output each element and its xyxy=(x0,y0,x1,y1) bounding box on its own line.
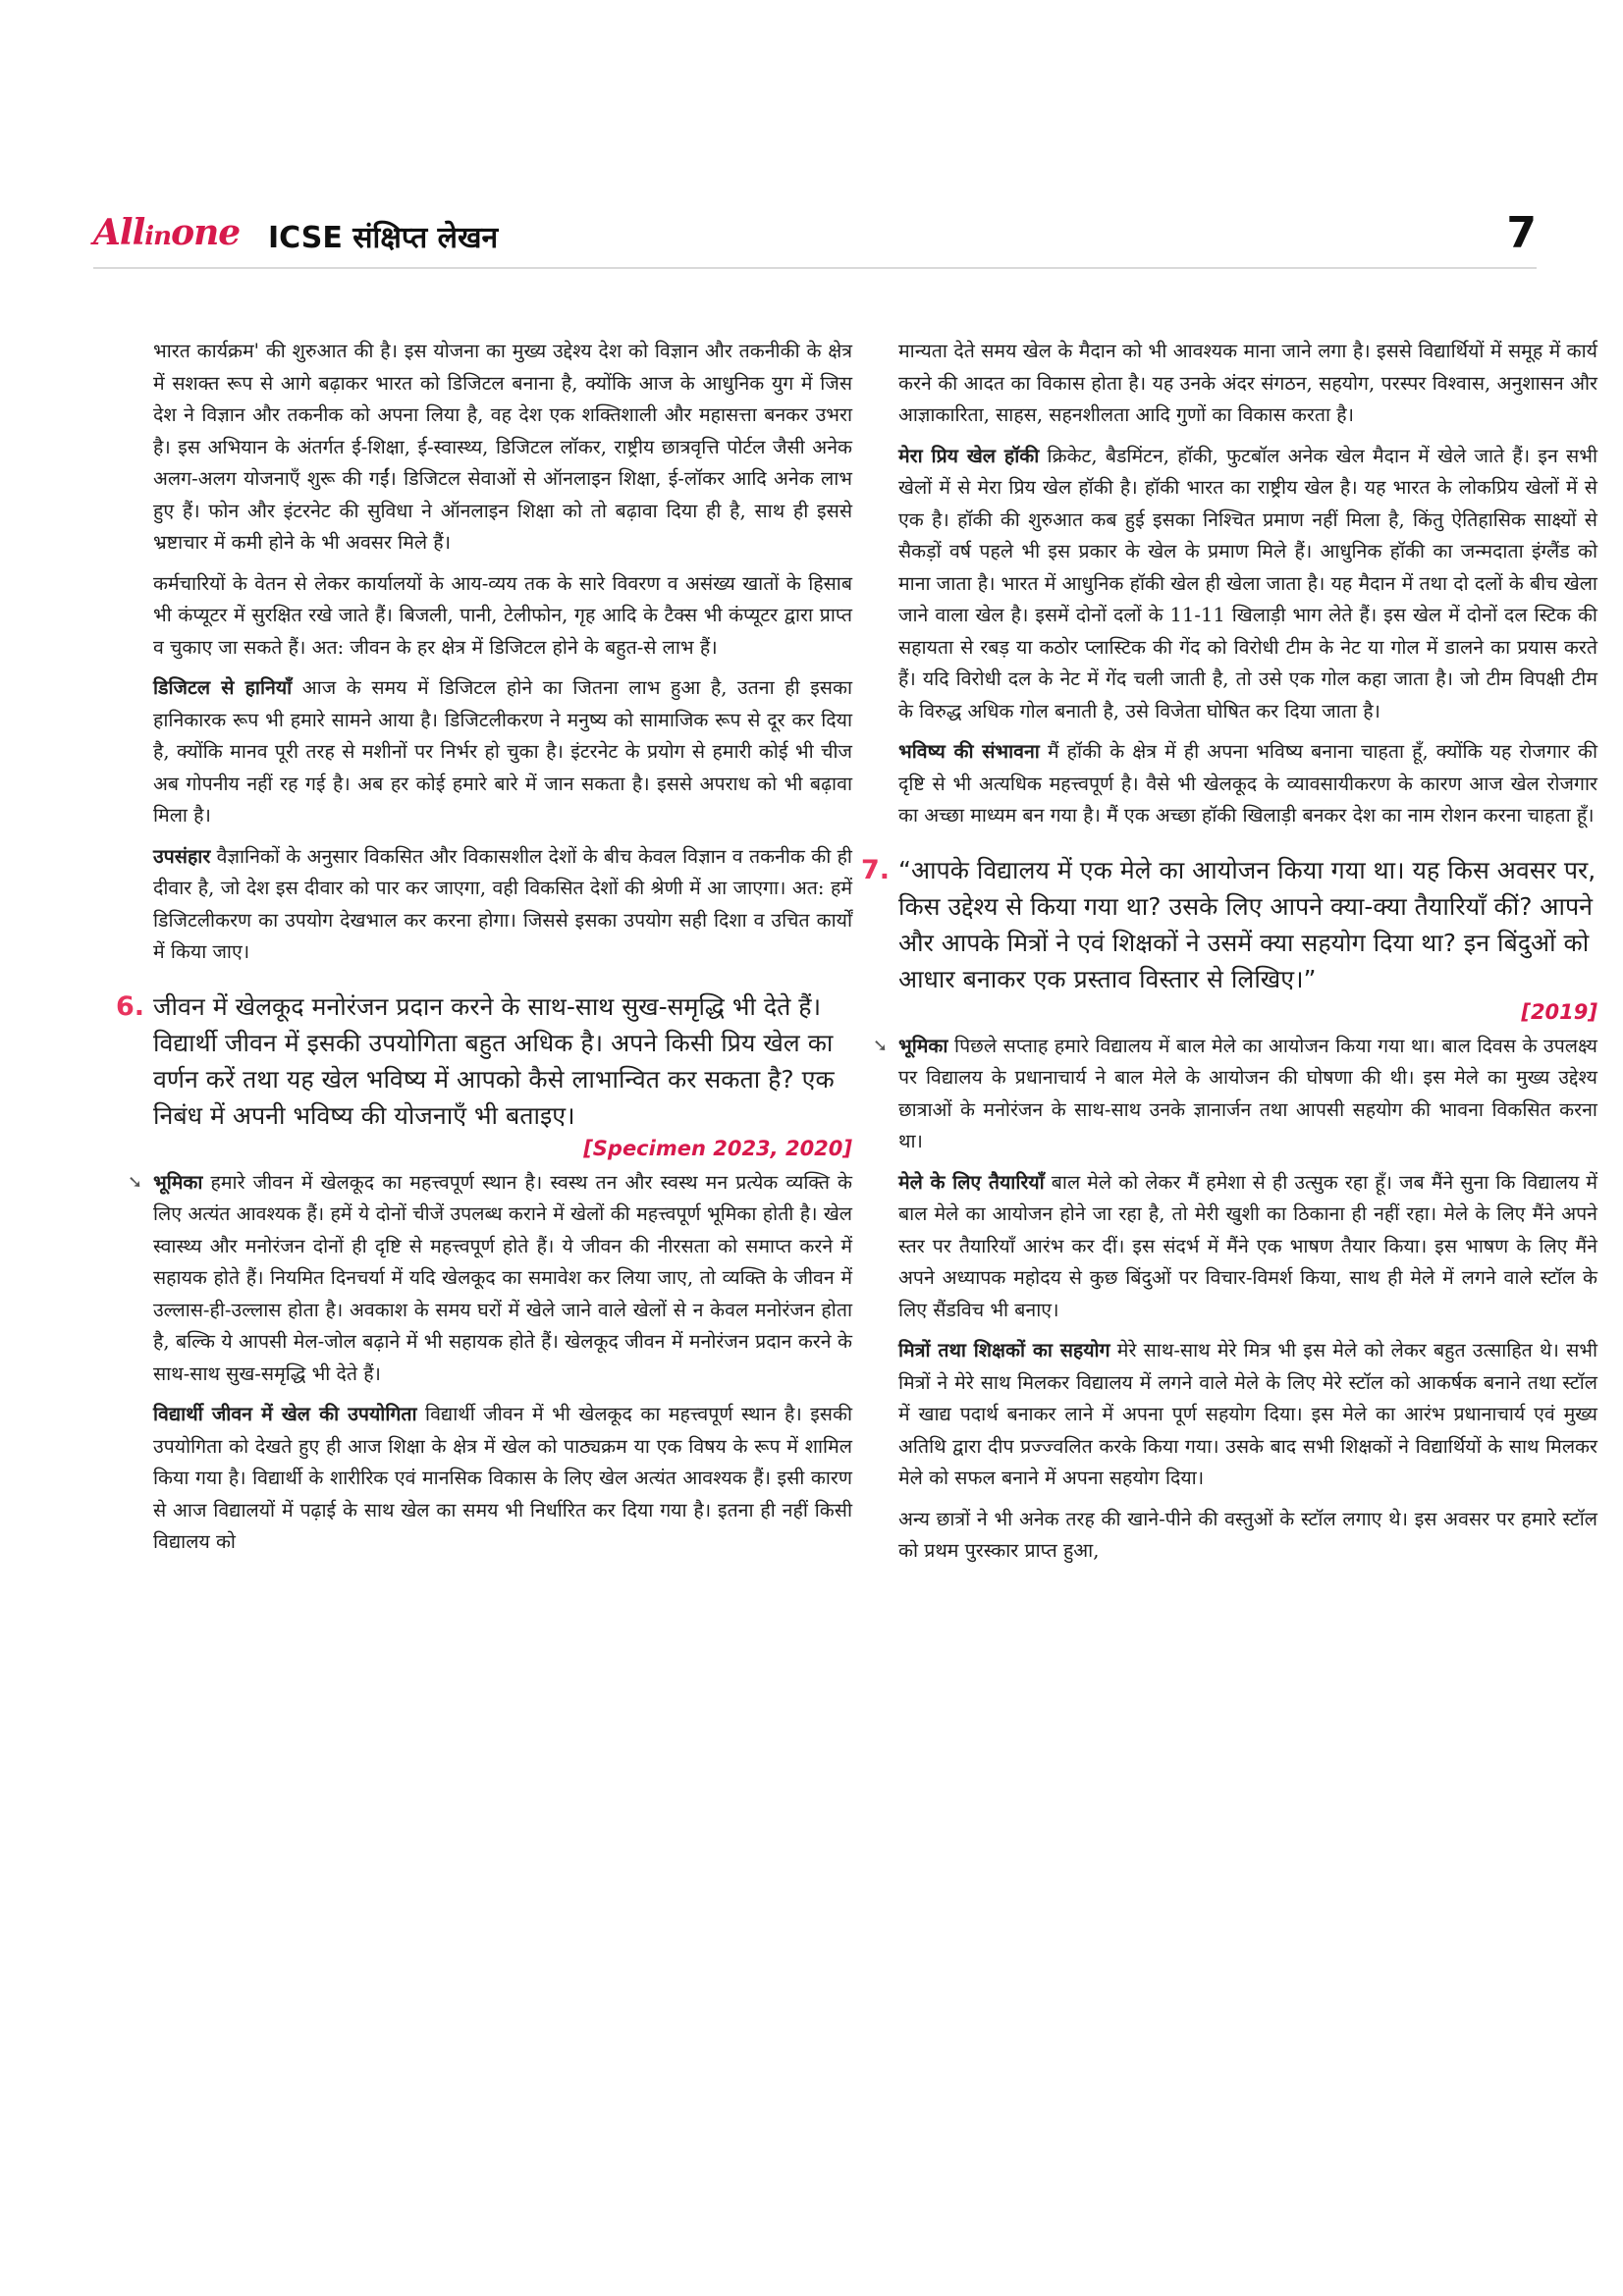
left-column xyxy=(116,336,852,1568)
paragraph-heading: मेरा प्रिय खेल हॉकी xyxy=(898,444,1040,467)
answer xyxy=(873,1031,1598,1568)
paragraph-heading: मित्रों तथा शिक्षकों का सहयोग xyxy=(898,1339,1110,1362)
paragraph-heading: भविष्य की संभावना xyxy=(898,740,1040,763)
paragraph: भारत कार्यक्रम' की शुरुआत की है। इस योजना का मुख्य उद्देश्य देश को विज्ञान और तकनीकी के क्षेत्र में सशक्त रूप से आगे बढ़ाकर भारत को डिजिटल बनाना है, क्योंकि आज के आधुनिक युग में जिस देश ने विज्ञान और तकनीक को अपना लिया है, वह देश एक शक्तिशाली और महासत्ता बनकर उभरा है। इस अभियान के अंतर्गत ई-शिक्षा, ई-स्वास्थ्य, डिजिटल लॉकर, राष्ट्रीय छात्रवृत्ति पोर्टल जैसी अनेक अलग-अलग योजनाएँ शुरू की गईं। डिजिटल सेवाओं से ऑनलाइन शिक्षा, ई-लॉकर आदि अनेक लाभ हुए हैं। फोन और इंटरनेट की सुविधा ने ऑनलाइन शिक्षा को तो बढ़ावा दिया ही है, साथ ही इससे भ्रष्टाचार में कमी होने के भी अवसर मिले हैं। xyxy=(153,340,852,554)
paragraph: मान्यता देते समय खेल के मैदान को भी आवश्यक माना जाने लगा है। इससे विद्यार्थियों में समूह में कार्य करने की आदत का विकास होता है। यह उनके अंदर संगठन, सहयोग, परस्पर विश्वास, अनुशासन और आज्ञाकारिता, साहस, सहनशीलता आदि गुणों का विकास करता है। xyxy=(898,340,1597,426)
paragraph: भविष्य की संभावना मैं हॉकी के क्षेत्र में ही अपना भविष्य बनाना चाहता हूँ, क्योंकि यह रोजगार की दृष्टि से भी अत्यधिक महत्त्वपूर्ण है। वैसे भी खेलकूद के व्यावसायीकरण के कारण आज खेल रोजगार का अच्छा माध्यम बन गया है। मैं एक अच्छा हॉकी खिलाड़ी बनकर देश का नाम रोशन करना चाहता हूँ। xyxy=(898,740,1598,827)
paragraph: मित्रों तथा शिक्षकों का सहयोग मेरे साथ-साथ मेरे मित्र भी इस मेले को लेकर बहुत उत्साहित थे। सभी मित्रों ने मेरे साथ मिलकर विद्यालय में लगने वाले मेले के लिए मेरे स्टॉल को आकर्षक बनाने तथा स्टॉल में खाद्य पदार्थ बनाकर लाने में अपना पूर्ण सहयोग दिया। इस मेले का आरंभ प्रधानाचार्य एवं मुख्य अतिथि द्वारा दीप प्रज्ज्वलित करके किया गया। उसके बाद सभी शिक्षकों ने विद्यार्थियों के साथ मिलकर मेले को सफल बनाने में अपना सहयोग दिया। xyxy=(898,1339,1598,1489)
paragraph-heading: उपसंहार xyxy=(153,844,211,868)
question xyxy=(861,852,1597,1027)
paragraph: मेले के लिए तैयारियाँ बाल मेले को लेकर मैं हमेशा से ही उत्सुक रहा हूँ। जब मैंने सुना कि विद्यालय में बाल मेले का आयोजन होने जा रहा है, तो मेरी खुशी का ठिकाना ही नहीं रहा। मेले के लिए मैंने अपने स्तर पर तैयारियाँ आरंभ कर दीं। इस संदर्भ में मैंने एक भाषण तैयार किया। इस भाषण के लिए मैंने अपने अध्यापक महोदय से कुछ बिंदुओं पर विचार-विमर्श किया, साथ ही मेले में लगने वाले स्टॉल के लिए सैंडविच भी बनाए। xyxy=(898,1170,1597,1321)
question-year: [Specimen 2023, 2020] xyxy=(583,1136,852,1160)
page-header xyxy=(93,208,1537,269)
brand-logo: Allinone xyxy=(93,212,241,253)
page-number: 7 xyxy=(1506,208,1537,258)
paragraph-heading: मेले के लिए तैयारियाँ xyxy=(898,1170,1045,1194)
question-text: “आपके विद्यालय में एक मेले का आयोजन किया गया था। यह किस अवसर पर, किस उद्देश्य से किया गया था? उसके लिए आपने क्या-क्या तैयारियाँ कीं? आपने और आपके मित्रों ने एवं शिक्षकों ने उसमें क्या सहयोग दिया था? इन बिंदुओं को आधार बनाकर एक प्रस्ताव विस्तार से लिखिए।” xyxy=(898,855,1596,993)
answer-arrow-icon: ➘ xyxy=(873,1035,889,1056)
paragraph: अन्य छात्रों ने भी अनेक तरह की खाने-पीने की वस्तुओं के स्टॉल लगाए थे। इस अवसर पर हमारे स्टॉल को प्रथम पुरस्कार प्राप्त हुआ, xyxy=(898,1507,1597,1562)
paragraph: डिजिटल से हानियाँ आज के समय में डिजिटल होने का जितना लाभ हुआ है, उतना ही इसका हानिकारक रूप भी हमारे सामने आया है। डिजिटलीकरण ने मनुष्य को सामाजिक रूप से दूर कर दिया है, क्योंकि मानव पूरी तरह से मशीनों पर निर्भर हो चुका है। इंटरनेट के प्रयोग से हमारी कोई भी चीज अब गोपनीय नहीं रह गई है। अब हर कोई हमारे बारे में जान सकता है। इससे अपराध को भी बढ़ावा मिला है। xyxy=(153,676,852,827)
paragraph: विद्यार्थी जीवन में खेल की उपयोगिता विद्यार्थी जीवन में भी खेलकूद का महत्त्वपूर्ण स्थान है। इसकी उपयोगिता को देखते हुए ही आज शिक्षा के क्षेत्र में खेल को पाठ्यक्रम या एक विषय के रूप में शामिल किया गया है। विद्यार्थी के शारीरिक एवं मानसिक विकास के लिए खेल अत्यंत आवश्यक हैं। इसी कारण से आज विद्यालयों में पढ़ाई के साथ खेल का समय भी निर्धारित कर दिया गया है। इतना ही नहीं किसी विद्यालय को xyxy=(153,1403,852,1553)
answer xyxy=(128,1167,852,1559)
question-number: 6. xyxy=(116,990,145,1022)
question-text: जीवन में खेलकूद मनोरंजन प्रदान करने के साथ-साथ सुख-समृद्धि भी देते हैं। विद्यार्थी जीवन में इसकी उपयोगिता बहुत अधिक है। अपने किसी प्रिय खेल का वर्णन करें तथा यह खेल भविष्य में आपको कैसे लाभान्वित कर सकता है? एक निबंध में अपनी भविष्य की योजनाएँ भी बताइए। xyxy=(153,991,835,1130)
question xyxy=(116,988,852,1163)
paragraph: भूमिका पिछले सप्ताह हमारे विद्यालय में बाल मेले का आयोजन किया गया था। बाल दिवस के उपलक्ष्य पर विद्यालय के प्रधानाचार्य ने बाल मेले के आयोजन की घोषणा की थी। इस मेले का मुख्य उद्देश्य छात्राओं के मनोरंजन के साथ-साथ उनके ज्ञानार्जन तथा आपसी सहयोग की भावना विकसित करना था। xyxy=(898,1034,1597,1152)
paragraph-heading: डिजिटल से हानियाँ xyxy=(153,676,293,699)
paragraph: मेरा प्रिय खेल हॉकी क्रिकेट, बैडमिंटन, हॉकी, फुटबॉल अनेक खेल मैदान में खेले जाते हैं। इन सभी खेलों में से मेरा प्रिय खेल हॉकी है। हॉकी भारत का राष्ट्रीय खेल है। यह भारत के लोकप्रिय खेलों में से एक है। हॉकी की शुरुआत कब हुई इसका निश्चित प्रमाण नहीं मिला है, किंतु ऐतिहासिक साक्ष्यों से सैकड़ों वर्ष पहले भी इस प्रकार के खेल के प्रमाण मिले हैं। आधुनिक हॉकी का जन्मदाता इंग्लैंड को माना जाता है। भारत में आधुनिक हॉकी खेल ही खेला जाता है। यह मैदान में तथा दो दलों के बीच खेला जाने वाला खेल है। इसमें दोनों दलों के 11-11 खिलाड़ी भाग लेते हैं। इस खेल में दोनों दल स्टिक की सहायता से रबड़ या कठोर प्लास्टिक की गेंद को विरोधी टीम के नेट या गोल में डालने का प्रयास करते हैं। यदि विरोधी दल के नेट में गेंद चली जाती है, तो उसे एक गोल कहा जाता है। जो टीम विपक्षी टीम के विरुद्ध अधिक गोल बनाती है, उसे विजेता घोषित कर दिया जाता है। xyxy=(898,444,1597,722)
paragraph: कर्मचारियों के वेतन से लेकर कार्यालयों के आय-व्यय तक के सारे विवरण व असंख्य खातों के हिसाब भी कंप्यूटर में सुरक्षित रखे जाते हैं। बिजली, पानी, टेलीफोन, गृह आदि के टैक्स भी कंप्यूटर द्वारा प्राप्त व चुकाए जा सकते हैं। अत: जीवन के हर क्षेत्र में डिजिटल होने के बहुत-से लाभ हैं। xyxy=(153,571,852,659)
paragraph: उपसंहार वैज्ञानिकों के अनुसार विकसित और विकासशील देशों के बीच केवल विज्ञान व तकनीक की ही दीवार है, जो देश इस दीवार को पार कर जाएगा, वही विकसित देशों की श्रेणी में आ जाएगा। अत: हमें डिजिटलीकरण का उपयोग देखभाल कर करना होगा। जिससे इसका उपयोग सही दिशा व उचित कार्यों में किया जाए। xyxy=(153,844,852,963)
paragraph-heading: भूमिका xyxy=(898,1034,948,1057)
paragraph: भूमिका हमारे जीवन में खेलकूद का महत्त्वपूर्ण स्थान है। स्वस्थ तन और स्वस्थ मन प्रत्येक व्यक्ति के लिए अत्यंत आवश्यक हैं। हमें ये दोनों चीजें उपलब्ध कराने में खेलों की महत्त्वपूर्ण भूमिका होती है। खेल स्वास्थ्य और मनोरंजन दोनों ही दृष्टि से महत्त्वपूर्ण होते हैं। ये जीवन की नीरसता को समाप्त करने में सहायक होते हैं। नियमित दिनचर्या में यदि खेलकूद का समावेश कर लिया जाए, तो व्यक्ति के जीवन में उल्लास-ही-उल्लास होता है। अवकाश के समय घरों में खेले जाने वाले खेलों से न केवल मनोरंजन होता है, बल्कि ये आपसी मेल-जोल बढ़ाने में भी सहायक होते हैं। खेलकूद जीवन में मनोरंजन प्रदान करने के साथ-साथ सुख-समृद्धि भी देते हैं। xyxy=(153,1170,852,1385)
question-number: 7. xyxy=(861,854,891,885)
book-title: ICSE संक्षिप्त लेखन xyxy=(268,221,499,255)
answer-arrow-icon: ➘ xyxy=(128,1171,143,1193)
right-column xyxy=(861,336,1598,1576)
question-year: [2019] xyxy=(1521,999,1597,1024)
paragraph-heading: भूमिका xyxy=(153,1170,203,1194)
paragraph-heading: विद्यार्थी जीवन में खेल की उपयोगिता xyxy=(153,1403,417,1425)
